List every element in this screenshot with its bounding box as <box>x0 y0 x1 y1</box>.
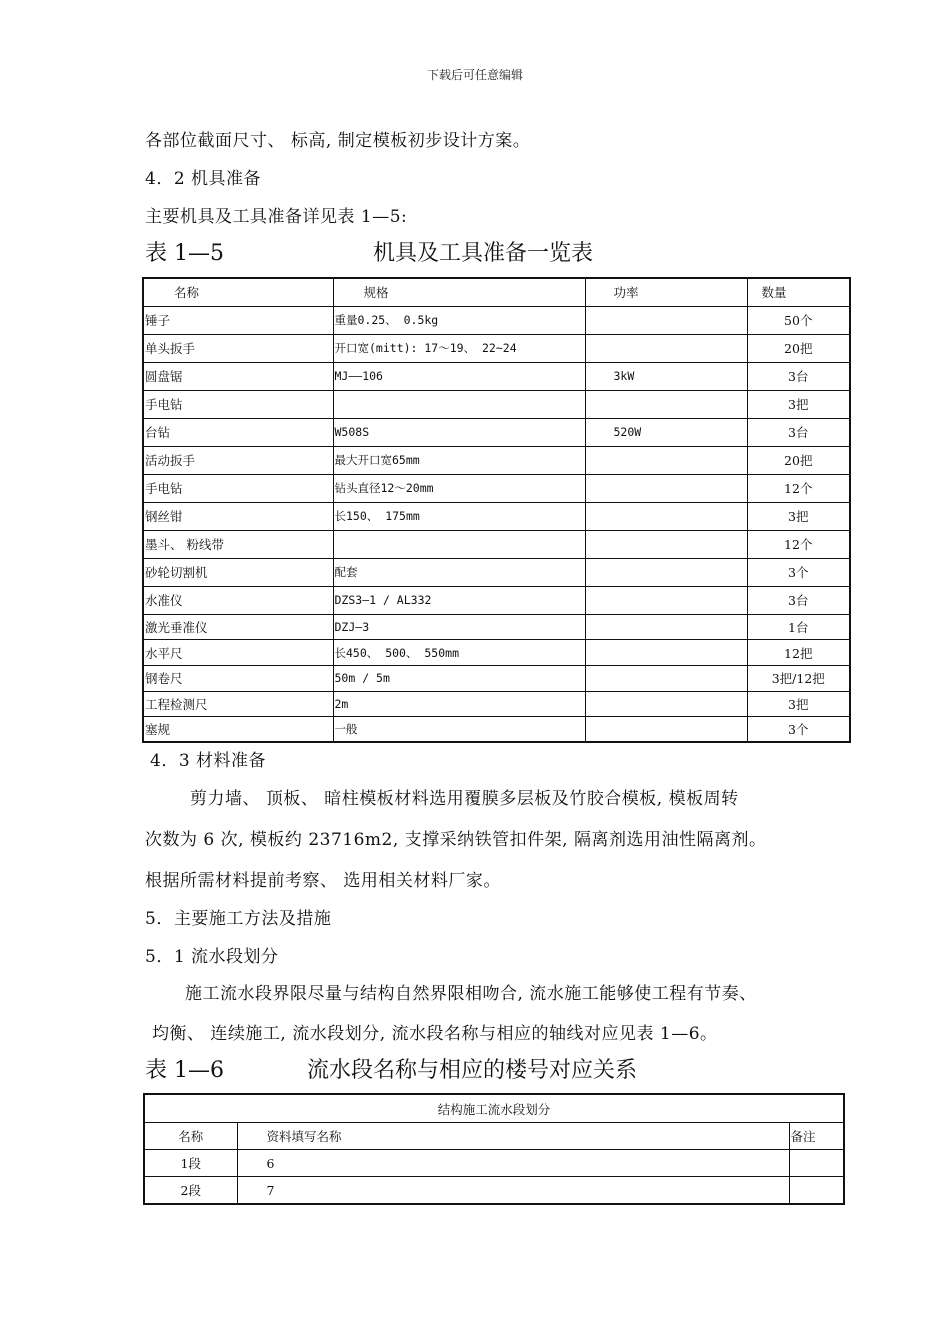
section-heading-5-1: 5．1 流水段划分 <box>145 947 279 967</box>
flow-header-row <box>144 1123 844 1150</box>
paragraph-flow-line2: 均衡、 连续施工, 流水段划分, 流水段名称与相应的轴线对应见表 1—6。 <box>152 1024 718 1044</box>
tool-row <box>143 306 850 334</box>
flow-header-note: 备注 <box>789 1123 844 1150</box>
tool-power <box>585 691 747 717</box>
tool-name: 塞规 <box>143 717 333 743</box>
tool-name: 激光垂准仪 <box>143 614 333 640</box>
tool-name: 墨斗、 粉线带 <box>143 530 333 558</box>
flow-cell-name: 1段 <box>144 1150 237 1177</box>
tool-row <box>143 665 850 691</box>
tool-spec: 钻头直径12～20mm <box>333 474 585 502</box>
tool-name: 锤子 <box>143 306 333 334</box>
tool-name: 圆盘锯 <box>143 362 333 390</box>
tool-power <box>585 530 747 558</box>
tools-table <box>142 277 851 743</box>
paragraph-flow-line1: 施工流水段界限尽量与结构自然界限相吻合, 流水施工能够使工程有节奏、 <box>185 984 757 1004</box>
tool-row <box>143 418 850 446</box>
tool-row <box>143 530 850 558</box>
flow-cell-note <box>789 1177 844 1205</box>
tool-qty: 3个 <box>747 558 850 586</box>
flow-table-title: 结构施工流水段划分 <box>144 1094 844 1123</box>
flow-header-name: 名称 <box>144 1123 237 1150</box>
tool-row <box>143 502 850 530</box>
flow-header-fill: 资料填写名称 <box>237 1123 789 1150</box>
tool-row <box>143 390 850 418</box>
tool-spec <box>333 530 585 558</box>
tool-name: 工程检测尺 <box>143 691 333 717</box>
paragraph-design-plan: 各部位截面尺寸、 标高, 制定模板初步设计方案。 <box>145 131 531 151</box>
tool-power <box>585 586 747 614</box>
page-header-watermark: 下载后可任意编辑 <box>426 68 523 82</box>
tool-spec: 配套 <box>333 558 585 586</box>
tool-qty: 12把 <box>747 640 850 666</box>
tool-name: 砂轮切割机 <box>143 558 333 586</box>
tool-name: 水平尺 <box>143 640 333 666</box>
tool-qty: 3台 <box>747 362 850 390</box>
tool-spec: 50m / 5m <box>333 665 585 691</box>
header-power: 功率 <box>585 278 747 306</box>
tool-power <box>585 665 747 691</box>
tool-power <box>585 558 747 586</box>
tool-spec: 最大开口宽65mm <box>333 446 585 474</box>
tool-power <box>585 717 747 743</box>
tool-spec: 长450、 500、 550mm <box>333 640 585 666</box>
tool-power <box>585 640 747 666</box>
tool-spec: MJ——106 <box>333 362 585 390</box>
tool-spec: W508S <box>333 418 585 446</box>
section-heading-4-2: 4．2 机具准备 <box>145 169 262 189</box>
table-1-5-caption <box>145 236 845 266</box>
tool-qty: 3个 <box>747 717 850 743</box>
tool-power: 520W <box>585 418 747 446</box>
tool-name: 手电钻 <box>143 474 333 502</box>
tool-row <box>143 717 850 743</box>
tool-power: 3kW <box>585 362 747 390</box>
tool-spec: 2m <box>333 691 585 717</box>
table-1-6-caption <box>145 1053 845 1083</box>
paragraph-material-line2: 次数为 6 次, 模板约 23716m2, 支撑采纳铁管扣件架, 隔离剂选用油性隔离剂。 <box>145 830 767 850</box>
flow-cell-note <box>789 1150 844 1177</box>
tool-power <box>585 390 747 418</box>
paragraph-material-line3: 根据所需材料提前考察、 选用相关材料厂家。 <box>145 871 501 891</box>
tool-spec <box>333 390 585 418</box>
tool-row <box>143 640 850 666</box>
tool-name: 钢卷尺 <box>143 665 333 691</box>
tool-row <box>143 558 850 586</box>
tool-spec: 重量0.25、 0.5kg <box>333 306 585 334</box>
tool-row <box>143 474 850 502</box>
tool-spec: DZS3—1 / AL332 <box>333 586 585 614</box>
tool-row <box>143 446 850 474</box>
tool-power <box>585 614 747 640</box>
tool-spec: 一般 <box>333 717 585 743</box>
tool-power <box>585 334 747 362</box>
flow-cell-name: 2段 <box>144 1177 237 1205</box>
flow-section-table <box>143 1093 845 1205</box>
tool-qty: 12个 <box>747 530 850 558</box>
section-heading-5: 5．主要施工方法及措施 <box>145 909 332 929</box>
header-name: 名称 <box>143 278 333 306</box>
paragraph-material-line1: 剪力墙、 顶板、 暗柱模板材料选用覆膜多层板及竹胶合模板, 模板周转 <box>190 789 739 809</box>
table-1-6-title: 流水段名称与相应的楼号对应关系 <box>307 1058 638 1083</box>
table-1-6-number: 表 1—6 <box>145 1058 224 1083</box>
tool-row <box>143 362 850 390</box>
flow-cell-fill: 6 <box>237 1150 789 1177</box>
paragraph-tool-ref: 主要机具及工具准备详见表 1—5: <box>145 207 408 227</box>
tool-row <box>143 614 850 640</box>
tool-spec: DZJ—3 <box>333 614 585 640</box>
header-spec: 规格 <box>333 278 585 306</box>
tool-power <box>585 474 747 502</box>
section-heading-4-3: 4．3 材料准备 <box>150 751 267 771</box>
tool-row <box>143 334 850 362</box>
tool-power <box>585 502 747 530</box>
tool-qty: 20把 <box>747 446 850 474</box>
tool-qty: 3把 <box>747 691 850 717</box>
flow-cell-fill: 7 <box>237 1177 789 1205</box>
tool-qty: 3把 <box>747 390 850 418</box>
tool-power <box>585 446 747 474</box>
tool-qty: 3把 <box>747 502 850 530</box>
tool-row <box>143 586 850 614</box>
flow-row <box>144 1150 844 1177</box>
table-header-row <box>143 278 850 306</box>
tool-qty: 12个 <box>747 474 850 502</box>
tool-qty: 3台 <box>747 418 850 446</box>
tool-qty: 3把/12把 <box>747 665 850 691</box>
table-1-5-number: 表 1—5 <box>145 241 224 266</box>
tool-spec: 开口宽(mitt): 17～19、 22~24 <box>333 334 585 362</box>
tool-name: 单头扳手 <box>143 334 333 362</box>
flow-row <box>144 1177 844 1205</box>
tool-name: 台钻 <box>143 418 333 446</box>
tool-qty: 1台 <box>747 614 850 640</box>
tool-name: 钢丝钳 <box>143 502 333 530</box>
tools-table-body <box>143 306 850 742</box>
table-1-5-title: 机具及工具准备一览表 <box>373 241 594 266</box>
tool-power <box>585 306 747 334</box>
tool-qty: 50个 <box>747 306 850 334</box>
tool-row <box>143 691 850 717</box>
tool-name: 活动扳手 <box>143 446 333 474</box>
tool-name: 手电钻 <box>143 390 333 418</box>
tool-name: 水准仪 <box>143 586 333 614</box>
tool-qty: 3台 <box>747 586 850 614</box>
tool-qty: 20把 <box>747 334 850 362</box>
header-qty: 数量 <box>747 278 850 306</box>
tool-spec: 长150、 175mm <box>333 502 585 530</box>
